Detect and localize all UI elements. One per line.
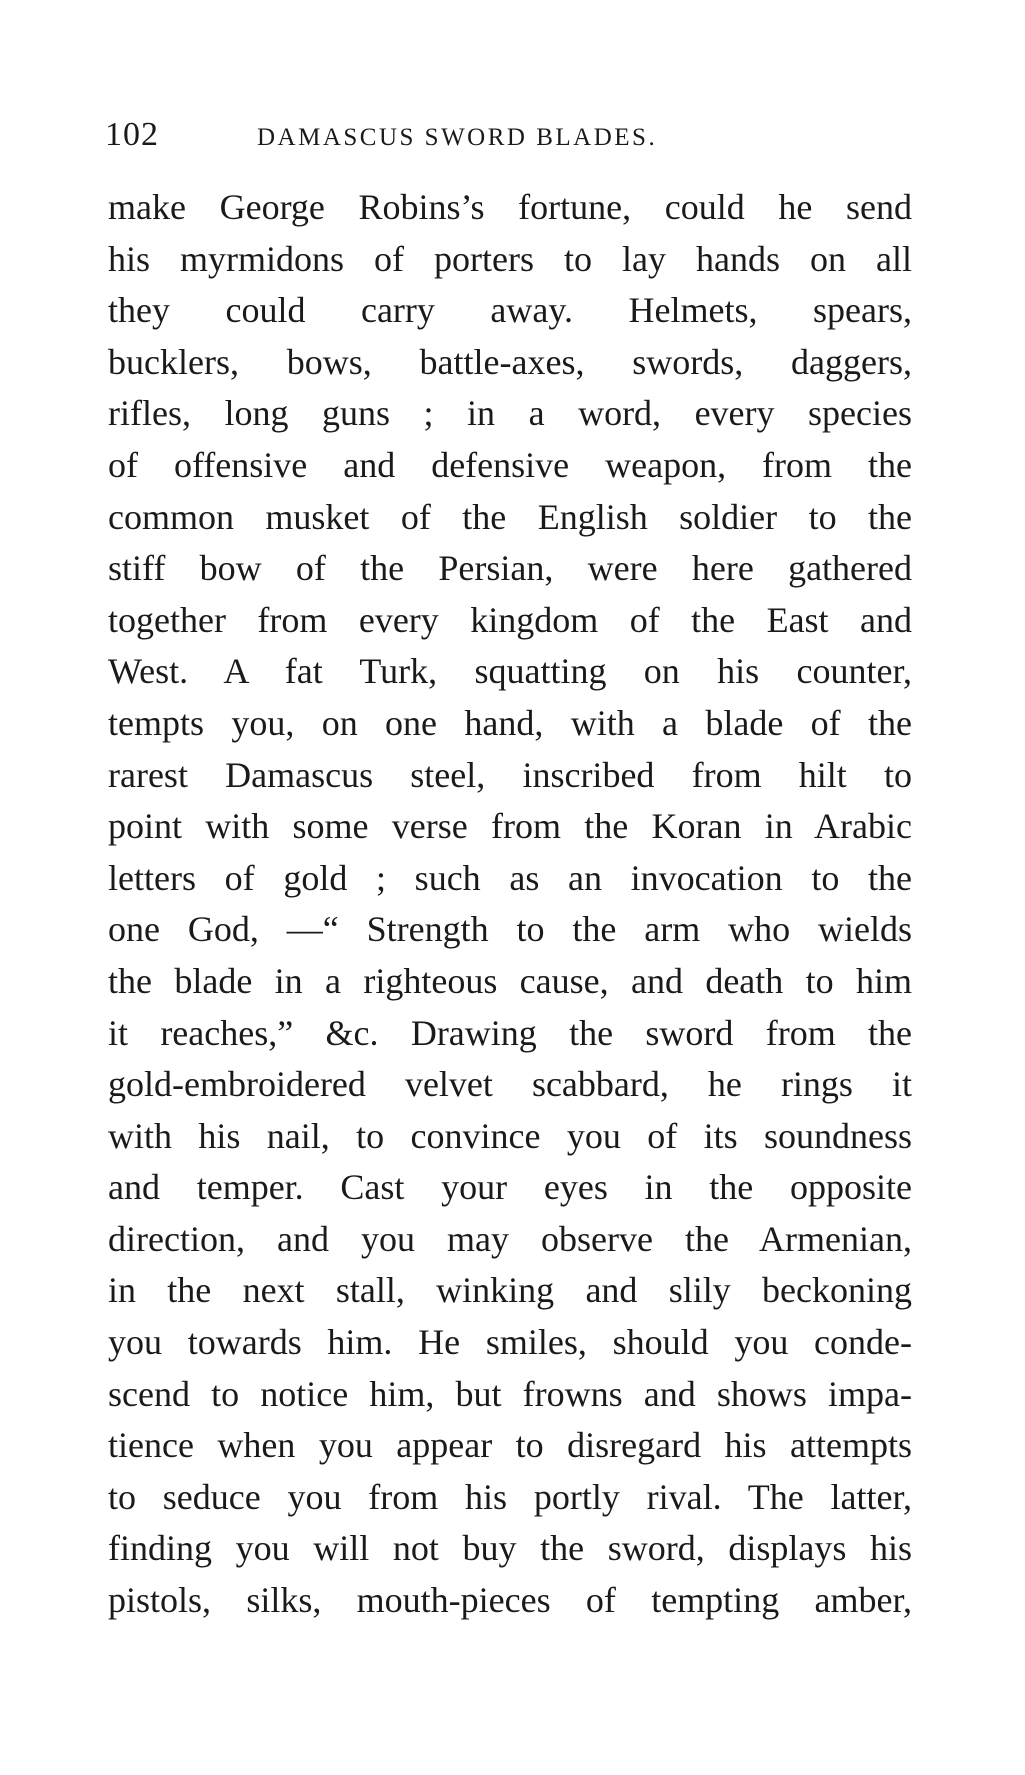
text-line: you towards him. He smiles, should you conde- [108, 1322, 912, 1363]
text-line: bucklers, bows, battle-axes, swords, daggers, [108, 341, 912, 382]
text-line: rifles, long guns ; in a word, every species [108, 393, 912, 434]
text-line: and temper. Cast your eyes in the opposite [108, 1167, 912, 1208]
text-line: in the next stall, winking and slily beckoning [108, 1270, 912, 1311]
text-line: rarest Damascus steel, inscribed from hilt to [108, 754, 912, 795]
text-line: the blade in a righteous cause, and death to him [108, 960, 912, 1001]
text-line: pistols, silks, mouth-pieces of tempting amber, [108, 1580, 912, 1621]
text-line: stiff bow of the Persian, were here gathered [108, 548, 912, 589]
page-number: 102 [105, 116, 159, 153]
text-line: his myrmidons of porters to lay hands on all [108, 238, 912, 279]
text-line: one God, —“ Strength to the arm who wields [108, 909, 912, 950]
text-line: scend to notice him, but frowns and shows impa- [108, 1373, 912, 1414]
text-line: tempts you, on one hand, with a blade of the [108, 702, 912, 743]
text-line: to seduce you from his portly rival. The latter, [108, 1476, 912, 1517]
text-line: with his nail, to convince you of its soundness [108, 1115, 912, 1156]
running-title: DAMASCUS SWORD BLADES. [257, 124, 658, 151]
text-line: common musket of the English soldier to the [108, 496, 912, 537]
text-line: point with some verse from the Koran in Arabic [108, 806, 912, 847]
text-line: of offensive and defensive weapon, from the [108, 444, 912, 485]
text-line: letters of gold ; such as an invocation to the [108, 857, 912, 898]
text-line: it reaches,” &c. Drawing the sword from the [108, 1012, 912, 1053]
running-head [105, 116, 915, 156]
text-line: finding you will not buy the sword, displays his [108, 1528, 912, 1569]
text-line: make George Robins’s fortune, could he send [108, 187, 912, 227]
text-line: West. A fat Turk, squatting on his counter, [108, 651, 912, 692]
text-line: direction, and you may observe the Armenian, [108, 1218, 912, 1259]
text-line: together from every kingdom of the East and [108, 599, 912, 640]
text-line: they could carry away. Helmets, spears, [108, 290, 912, 331]
text-line: tience when you appear to disregard his attempts [108, 1425, 912, 1466]
text-line: gold-embroidered velvet scabbard, he rings it [108, 1064, 912, 1105]
body-text [108, 182, 912, 1627]
